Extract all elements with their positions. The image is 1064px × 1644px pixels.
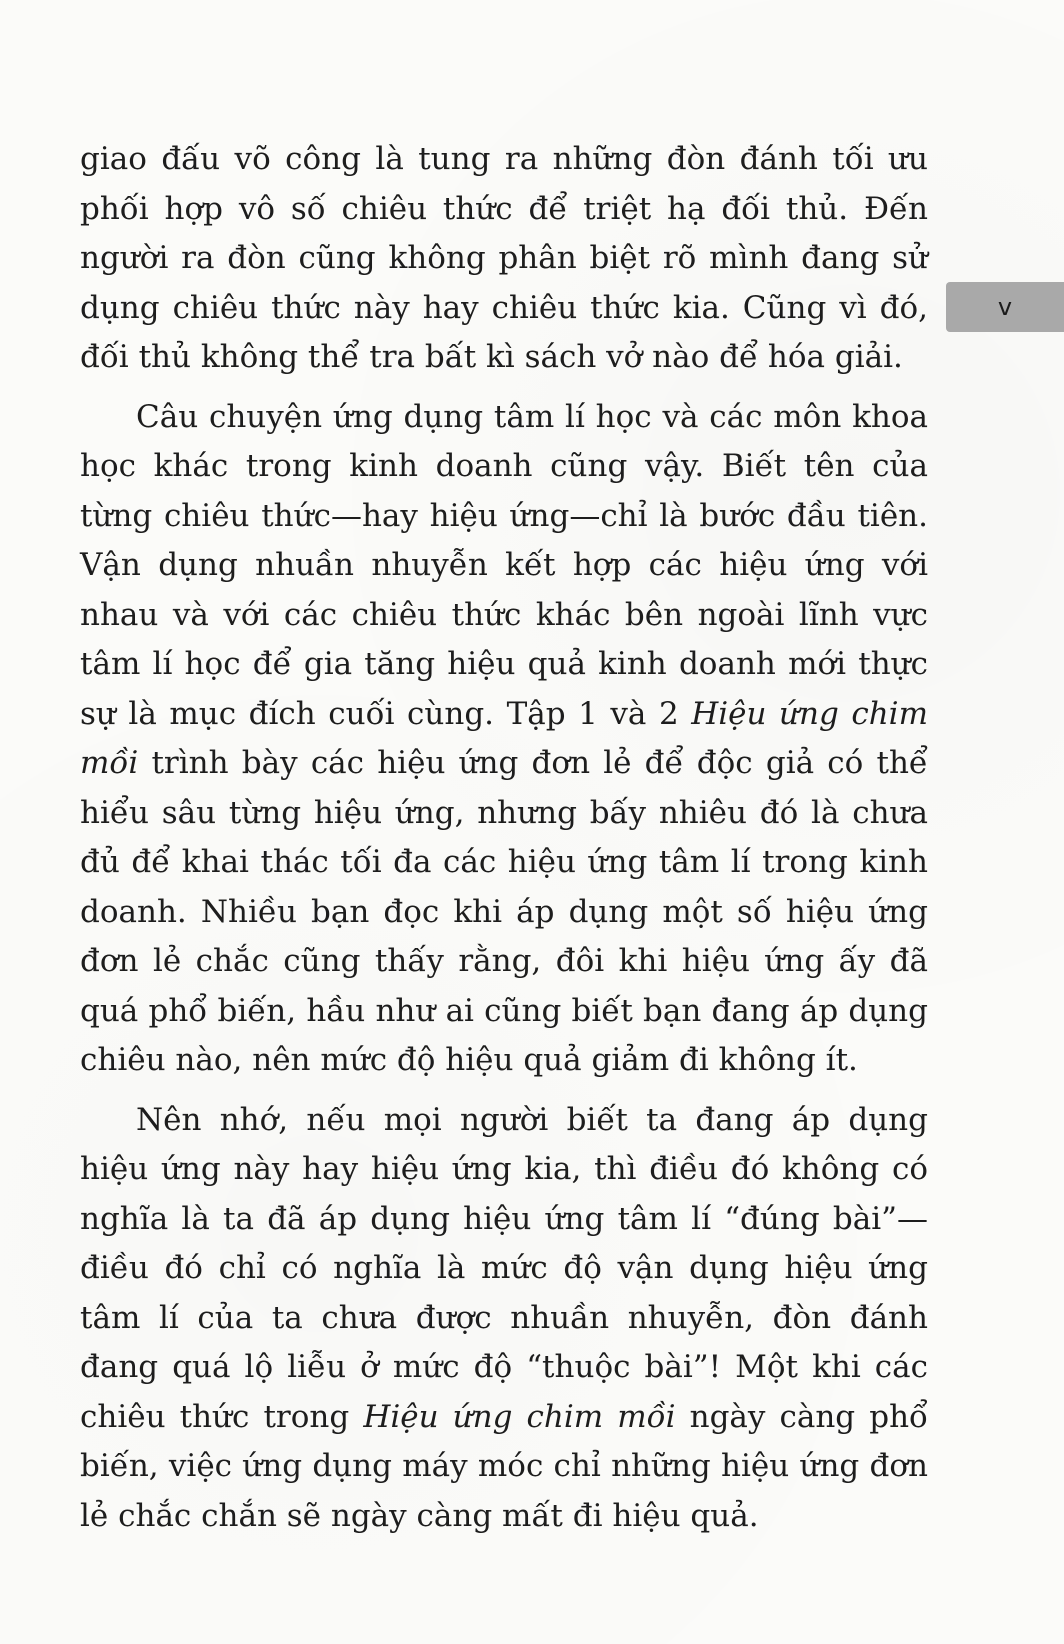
page-tab-marker — [946, 282, 1064, 332]
paragraph-3-book-title: Hiệu ứng chim mồi — [363, 1398, 676, 1435]
body-text — [80, 135, 928, 1541]
paragraph-3-text-before-emphasis: Nên nhớ, nếu mọi người biết ta đang áp dụng hiệu ứng này hay hiệu ứng kia, thì điều đó không có nghĩa là ta đã áp dụng hiệu ứng tâm lí “đúng bài”—điều đó chỉ có nghĩa là mức độ vận dụng hiệu ứng tâm lí của ta chưa được nhuần nhuyễn, đòn đánh đang quá lộ liễu ở mức độ “thuộc bài”! Một khi các chiêu thức trong — [80, 1101, 928, 1435]
paragraph-2-book-title: Hiệu ứng chim mồi — [80, 695, 928, 781]
paragraph-2 — [80, 393, 928, 1086]
page-tab-label: v — [997, 293, 1013, 321]
paragraph-1-text: giao đấu võ công là tung ra những đòn đánh tối ưu phối hợp vô số chiêu thức để triệt hạ đối thủ. Đến người ra đòn cũng không phân biệt rõ mình đang sử dụng chiêu thức này hay chiêu thức kia. Cũng vì đó, đối thủ không thể tra bất kì sách vở nào để hóa giải. — [80, 141, 928, 375]
paragraph-2-text-before-emphasis: Câu chuyện ứng dụng tâm lí học và các môn khoa học khác trong kinh doanh cũng vậy. Biết tên của từng chiêu thức—hay hiệu ứng—chỉ là bước đầu tiên. Vận dụng nhuần nhuyễn kết hợp các hiệu ứng với nhau và với các chiêu thức khác bên ngoài lĩnh vực tâm lí học để gia tăng hiệu quả kinh doanh mới thực sự là mục đích cuối cùng. Tập 1 và 2 — [80, 398, 928, 732]
paragraph-3-text-after-emphasis: ngày càng phổ biến, việc ứng dụng máy móc chỉ những hiệu ứng đơn lẻ chắc chắn sẽ ngày càng mất đi hiệu quả. — [80, 1398, 928, 1534]
paragraph-1 — [80, 135, 928, 383]
paragraph-2-text-after-emphasis: trình bày các hiệu ứng đơn lẻ để độc giả có thể hiểu sâu từng hiệu ứng, nhưng bấy nhiêu đó là chưa đủ để khai thác tối đa các hiệu ứng tâm lí trong kinh doanh. Nhiều bạn đọc khi áp dụng một số hiệu ứng đơn lẻ chắc cũng thấy rằng, đôi khi hiệu ứng ấy đã quá phổ biến, hầu như ai cũng biết bạn đang áp dụng chiêu nào, nên mức độ hiệu quả giảm đi không ít. — [80, 745, 928, 1078]
paragraph-3 — [80, 1096, 928, 1542]
